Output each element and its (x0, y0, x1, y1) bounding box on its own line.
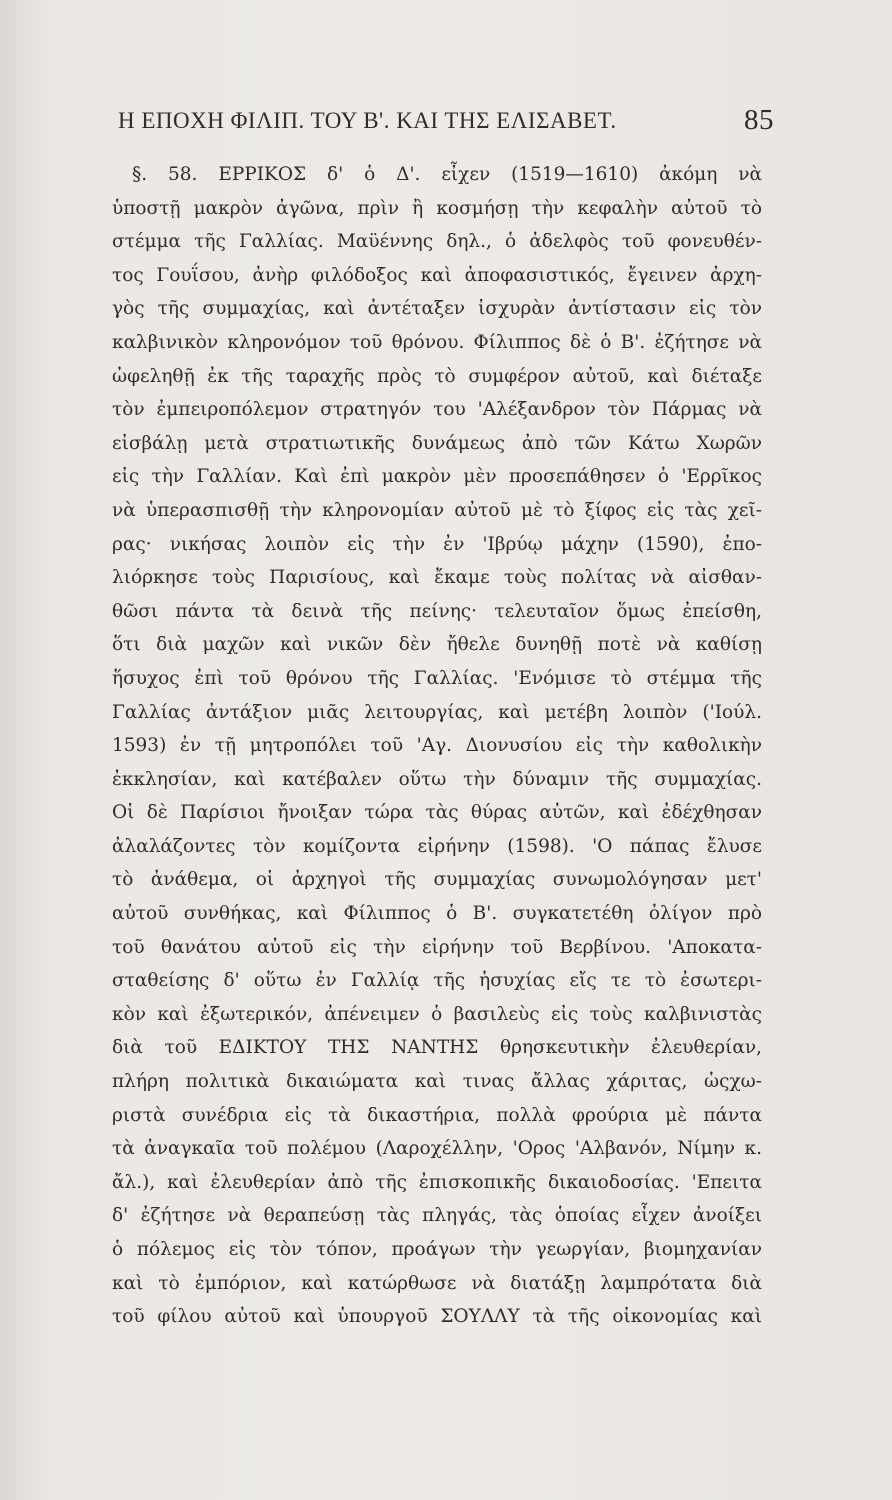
text-line: §. 58. ΕΡΡΙΚΟΣ δ' ὁ Δ'. εἶχεν (1519—1610) ἀκόμη νὰ (132, 164, 762, 185)
text-line: σταθείσης δ' οὕτω ἐν Γαλλίᾳ τῆς ἡσυχίας εἴς τε τὸ ἐσωτερι- (112, 970, 762, 992)
body-text (112, 158, 762, 1334)
text-line: τοῦ φίλου αὐτοῦ καὶ ὑπουργοῦ ΣΟΥΛΛΥ τὰ τῆς οἰκονομίας καὶ (112, 1306, 762, 1328)
text-line: πλήρη πολιτικὰ δικαιώματα καὶ τινας ἄλλας χάριτας, ὡςχω- (112, 1071, 762, 1093)
text-line: ἀλαλάζοντες τὸν κομίζοντα εἰρήνην (1598). 'Ο πάπας ἔλυσε (112, 835, 762, 857)
text-line: 1593) ἐν τῇ μητροπόλει τοῦ 'Αγ. Διονυσίου εἰς τὴν καθολικὴν (112, 735, 762, 757)
running-head (118, 104, 774, 136)
text-line: κὸν καὶ ἐξωτερικόν, ἀπένειμεν ὁ βασιλεὺς εἰς τοὺς καλβινιστὰς (112, 1003, 762, 1025)
text-line: στέμμα τῆς Γαλλίας. Μαϋέννης δηλ., ὁ ἀδελφὸς τοῦ φονευθέν- (112, 231, 762, 253)
text-line: εἰς τὴν Γαλλίαν. Καὶ ἐπὶ μακρὸν μὲν προσεπάθησεν ὁ 'Ερρῖκος (112, 466, 762, 488)
text-line: εἰσβάλῃ μετὰ στρατιωτικῆς δυνάμεως ἀπὸ τῶν Κάτω Χωρῶν (112, 432, 762, 454)
text-line: ὁ πόλεμος εἰς τὸν τόπον, προάγων τὴν γεωργίαν, βιομηχανίαν (112, 1239, 762, 1260)
text-line: ἐκκλησίαν, καὶ κατέβαλεν οὕτω τὴν δύναμιν τῆς συμμαχίας. (112, 768, 762, 790)
text-line: ὠφεληθῇ ἐκ τῆς ταραχῆς πρὸς τὸ συμφέρον αὐτοῦ, καὶ διέταξε (112, 365, 762, 387)
text-line: νὰ ὑπερασπισθῇ τὴν κληρονομίαν αὐτοῦ μὲ τὸ ξίφος εἰς τὰς χεῖ- (112, 499, 762, 521)
text-line: λιόρκησε τοὺς Παρισίους, καὶ ἔκαμε τοὺς πολίτας νὰ αἰσθαν- (112, 567, 762, 589)
text-line: ἥσυχος ἐπὶ τοῦ θρόνου τῆς Γαλλίας. 'Ενόμισε τὸ στέμμα τῆς (112, 667, 762, 689)
text-line: αὐτοῦ συνθήκας, καὶ Φίλιππος ὁ Β'. συγκατετέθη ὀλίγον πρὸ (112, 903, 762, 925)
text-line: τὸ ἀνάθεμα, οἱ ἀρχηγοὶ τῆς συμμαχίας συνωμολόγησαν μετ' (112, 869, 762, 891)
text-line: τὰ ἀναγκαῖα τοῦ πολέμου (Λαροχέλλην, 'Ορος 'Αλβανόν, Νίμην κ. (112, 1138, 762, 1160)
text-line: ὅτι διὰ μαχῶν καὶ νικῶν δὲν ἤθελε δυνηθῇ ποτὲ νὰ καθίσῃ (112, 634, 762, 656)
text-line: ὑποστῇ μακρὸν ἀγῶνα, πρὶν ἢ κοσμήσῃ τὴν κεφαλὴν αὐτοῦ τὸ (112, 197, 762, 219)
text-line: θῶσι πάντα τὰ δεινὰ τῆς πείνης· τελευταῖον ὅμως ἐπείσθη, (112, 600, 762, 622)
running-title: Η ΕΠΟΧΗ ΦΙΛΙΠ. ΤΟΥ Β'. ΚΑΙ ΤΗΣ ΕΛΙΣΑΒΕΤ. (118, 108, 617, 133)
text-line: καὶ τὸ ἐμπόριον, καὶ κατώρθωσε νὰ διατάξῃ λαμπρότατα διὰ (112, 1272, 762, 1294)
text-line: ρας· νικήσας λοιπὸν εἰς τὴν ἐν 'Ιβρύῳ μάχην (1590), ἐπο- (112, 533, 762, 555)
text-line: Γαλλίας ἀντάξιον μιᾶς λειτουργίας, καὶ μετέβη λοιπὸν ('Ιούλ. (112, 701, 762, 723)
text-line: ἄλ.), καὶ ἐλευθερίαν ἀπὸ τῆς ἐπισκοπικῆς δικαιοδοσίας. 'Επειτα (112, 1171, 762, 1193)
text-line: καλβινικὸν κληρονόμον τοῦ θρόνου. Φίλιππος δὲ ὁ Β'. ἐζήτησε νὰ (112, 331, 762, 353)
text-line: διὰ τοῦ ΕΔΙΚΤΟΥ ΤΗΣ ΝΑΝΤΗΣ θρησκευτικὴν ἐλευθερίαν, (112, 1037, 762, 1059)
text-line: ριστὰ συνέδρια εἰς τὰ δικαστήρια, πολλὰ φρούρια μὲ πάντα (112, 1104, 762, 1126)
text-line: τὸν ἐμπειροπόλεμον στρατηγόν του 'Αλέξανδρον τὸν Πάρμας νὰ (112, 399, 762, 421)
text-line: τοῦ θανάτου αὐτοῦ εἰς τὴν εἰρήνην τοῦ Βερβίνου. 'Αποκατα- (112, 936, 762, 958)
page-number: 85 (744, 104, 774, 136)
text-line: Οἱ δὲ Παρίσιοι ἤνοιξαν τώρα τὰς θύρας αὐτῶν, καὶ ἐδέχθησαν (112, 802, 762, 824)
text-line: δ' ἐζήτησε νὰ θεραπεύσῃ τὰς πληγάς, τὰς ὁποίας εἶχεν ἀνοίξει (112, 1205, 762, 1227)
text-line: γὸς τῆς συμμαχίας, καὶ ἀντέταξεν ἰσχυρὰν ἀντίστασιν εἰς τὸν (112, 298, 762, 320)
text-line: τος Γουΐσου, ἀνὴρ φιλόδοξος καὶ ἀποφασιστικός, ἔγεινεν ἀρχη- (112, 264, 762, 286)
